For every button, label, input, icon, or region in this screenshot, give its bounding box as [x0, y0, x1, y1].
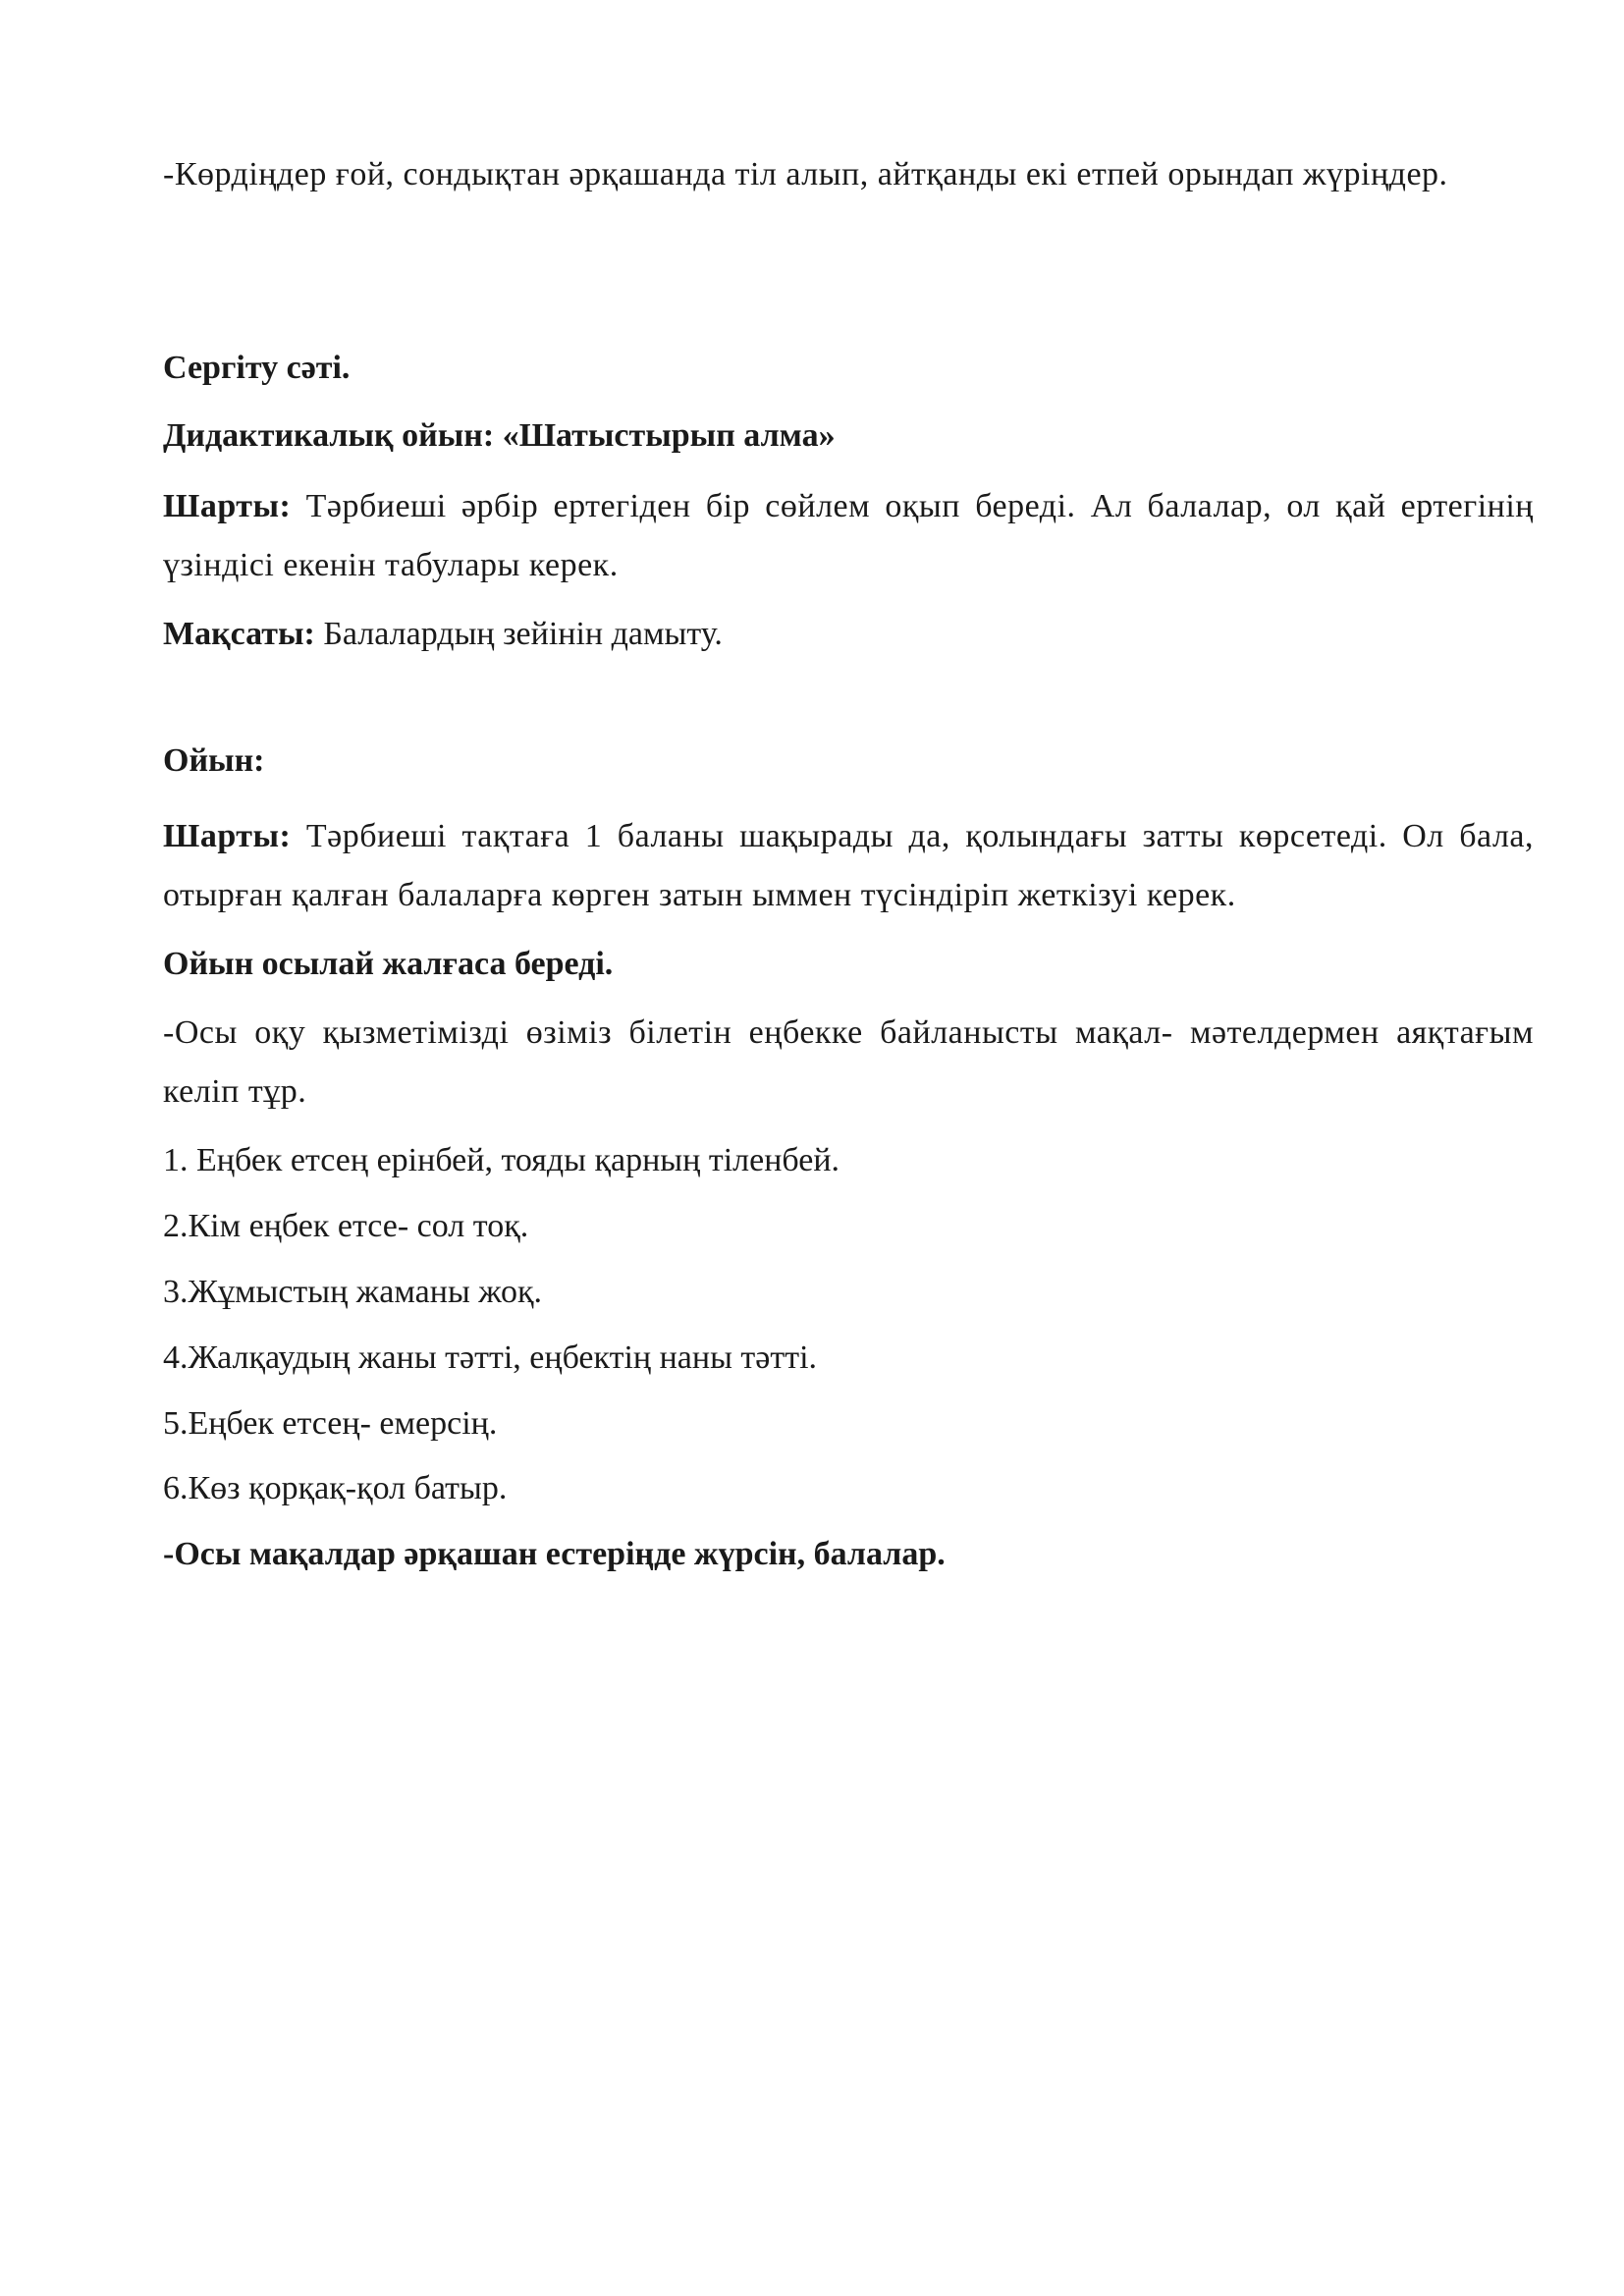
didactic-game-heading-text: Дидактикалық ойын: «Шатыстырып алма»	[163, 417, 836, 454]
rule-2-text: Тәрбиеші тақтаға 1 баланы шақырады да, қолындағы затты көрсетеді. Ол бала, отырған қалған балаларға көрген затын ыммен түсіндіріп жеткізуі керек.	[163, 818, 1534, 913]
continue-line-text: Ойын осылай жалғаса береді.	[163, 946, 614, 982]
proverb-item: 4.Жалқаудың жаны тәтті, еңбектің наны тәтті.	[163, 1339, 818, 1376]
didactic-game-heading	[163, 416, 836, 456]
proverb-item: 1. Еңбек етсең ерінбей, тояды қарның тіленбей.	[163, 1142, 840, 1178]
rule-1-paragraph	[163, 477, 1534, 595]
rule-1-label: Шарты:	[163, 488, 292, 524]
intro-paragraph: -Көрдіңдер ғой, сондықтан әрқашанда тіл алып, айтқанды екі етпей орындап жүріңдер.	[163, 156, 1448, 192]
goal-label: Мақсаты:	[163, 616, 315, 652]
rule-2-label: Шарты:	[163, 818, 292, 854]
refresh-heading-text: Сергіту сәті.	[163, 350, 351, 386]
proverb-item: 3.Жұмыстың жаманы жоқ.	[163, 1274, 542, 1310]
rule-1-text: Тәрбиеші әрбір ертегіден бір сөйлем оқып береді. Ал балалар, ол қай ертегінің үзіндісі екенін табулары керек.	[163, 488, 1534, 583]
refresh-heading	[163, 349, 350, 388]
closing-line	[163, 1535, 946, 1574]
proverb-item: 2.Кім еңбек етсе- сол тоқ.	[163, 1208, 529, 1244]
goal-text: Балалардың зейінін дамыту.	[314, 616, 723, 652]
conclusion-intro-paragraph: -Осы оқу қызметімізді өзіміз білетін еңбекке байланысты мақал- мәтелдермен аяқтағым келіп тұр.	[163, 1014, 1534, 1110]
rule-2-paragraph	[163, 807, 1534, 925]
game-heading	[163, 741, 265, 781]
goal-paragraph	[163, 615, 723, 654]
proverb-item: 5.Еңбек етсең- емерсің.	[163, 1405, 498, 1442]
continue-line	[163, 945, 613, 984]
game-heading-text: Ойын:	[163, 742, 265, 779]
proverb-item: 6.Көз қорқақ-қол батыр.	[163, 1470, 508, 1506]
closing-line-text: -Осы мақалдар әрқашан естеріңде жүрсін, балалар.	[163, 1536, 946, 1572]
